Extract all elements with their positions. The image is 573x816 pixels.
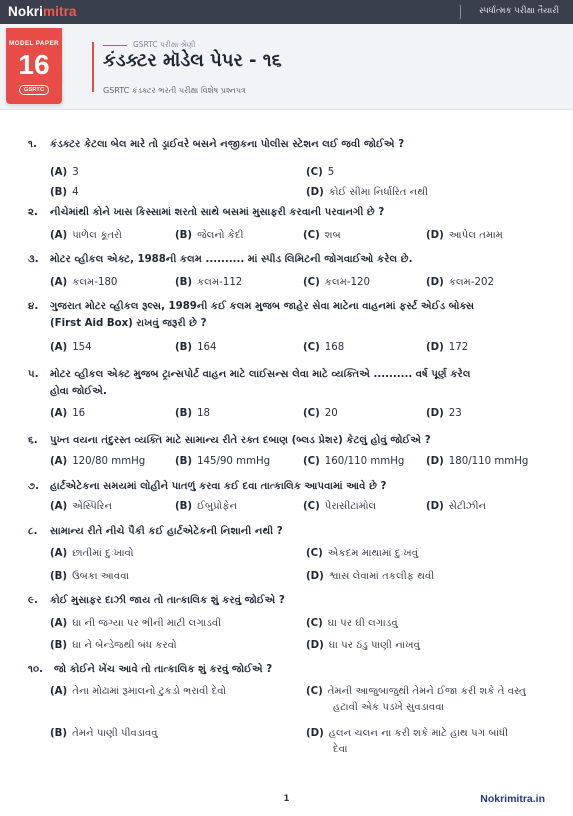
option-key: (D) <box>426 342 444 353</box>
option-key: (C) <box>303 408 320 419</box>
question-text: ગુજરાત મોટર વ્હીકલ રૂલ્સ, 1989ની કઈ કલમ મુજબ જાહેર સેવા માટેના વાહનમાં ફર્સ્ટ એઈડ બોક્સ <box>50 301 475 312</box>
question-number: ૧. <box>28 139 37 150</box>
option-text: ઉબકા આવવા <box>72 571 130 582</box>
option-1-c <box>306 165 334 181</box>
question-number: ૨. <box>28 207 38 218</box>
option-text: ઘા પર ઘી લગાડવું <box>327 618 398 629</box>
option-key: (A) <box>50 618 68 629</box>
option-key: (C) <box>306 167 323 178</box>
option-text: 168 <box>324 342 345 353</box>
option-2-d <box>426 228 503 244</box>
option-key: (D) <box>426 277 444 288</box>
option-key: (A) <box>50 342 68 353</box>
question-text: હોવા જોઈએ. <box>50 386 107 397</box>
option-text: 5 <box>327 167 335 178</box>
brand-name-accent: mitra <box>43 4 77 19</box>
option-9-a <box>50 616 221 632</box>
option-text: 160/110 mmHg <box>324 456 405 467</box>
option-text: આપેલ તમામ <box>448 230 503 241</box>
paper-header <box>0 24 573 110</box>
question-text: મોટર વ્હીકલ એક્ટ મુજબ ટ્રાન્સપોર્ટ વાહન માટે લાઈસન્સ લેવા માટે વ્યક્તિએ .......... વર્ષ પૂર્ણ કરેલ <box>50 369 471 380</box>
series-underline <box>103 45 127 46</box>
option-2-a <box>50 228 122 244</box>
option-key: (B) <box>175 342 193 353</box>
question-4 <box>28 298 474 332</box>
question-3 <box>28 251 413 268</box>
option-key: (C) <box>303 230 320 241</box>
top-bar <box>0 0 573 24</box>
option-key: (C) <box>303 342 320 353</box>
question-number: ૧૦. <box>28 664 43 675</box>
option-7-a <box>50 499 112 515</box>
option-10-a <box>50 684 226 700</box>
option-key: (A) <box>50 456 68 467</box>
option-key: (D) <box>426 456 444 467</box>
option-10-b <box>50 726 158 742</box>
option-key: (B) <box>175 456 193 467</box>
option-10-d <box>306 726 508 757</box>
option-key: (D) <box>426 408 444 419</box>
option-text: ઘા ને બેન્ડેજથી બંધ કરવો <box>72 640 177 651</box>
option-key: (A) <box>50 548 68 559</box>
option-10-c <box>306 684 526 715</box>
question-7 <box>28 478 386 495</box>
series-label: GSRTC પરીક્ષા શ્રેણી <box>133 40 196 49</box>
question-8 <box>28 523 283 540</box>
option-text: 180/110 mmHg <box>448 456 529 467</box>
tagline: સ્પર્ધાત્મક પરીક્ષા તૈયારી <box>479 6 559 16</box>
question-text: કોઈ મુસાફર દાઝી જાય તો તાત્કાલિક શું કરવું જોઈએ ? <box>50 595 285 606</box>
option-text: ઈબુપ્રોફેન <box>197 501 238 512</box>
option-text: 20 <box>324 408 338 419</box>
question-9 <box>28 592 285 609</box>
model-paper-badge <box>6 28 62 104</box>
option-key: (B) <box>50 187 68 198</box>
option-key: (B) <box>50 571 68 582</box>
option-text: છાતીમાં દુઃખાવો <box>72 548 134 559</box>
option-text: હટાવી એક પડખે સુવડાવવા <box>333 701 445 713</box>
option-4-a <box>50 340 92 356</box>
option-text: ઘા ની જગ્યા પર ભીની માટી લગાડવી <box>72 618 222 629</box>
question-text: જો કોઈને ખેંચ આવે તો તાત્કાલિક શું કરવું જોઈએ ? <box>54 664 273 675</box>
badge-number: 16 <box>18 49 50 80</box>
option-9-d <box>306 638 420 654</box>
option-6-d <box>426 454 528 470</box>
option-text: 164 <box>197 342 217 353</box>
option-key: (D) <box>306 728 324 739</box>
page-title: કંડક્ટર મૉડેલ પેપર - ૧૬ <box>103 50 282 71</box>
option-5-b <box>175 406 210 422</box>
option-key: (C) <box>303 277 320 288</box>
option-4-c <box>303 340 344 356</box>
option-text: 23 <box>448 408 462 419</box>
question-number: ૪. <box>28 301 39 312</box>
question-10 <box>28 661 272 678</box>
option-key: (A) <box>50 167 68 178</box>
option-7-c <box>303 499 376 515</box>
option-text: 16 <box>72 408 86 419</box>
option-key: (B) <box>175 501 193 512</box>
option-key: (B) <box>175 230 193 241</box>
option-6-a <box>50 454 145 470</box>
question-number: ૬. <box>28 435 38 446</box>
option-text: 4 <box>72 187 79 198</box>
question-6 <box>28 432 431 449</box>
brand-name-primary: Nokri <box>8 4 44 19</box>
option-key: (A) <box>50 501 68 512</box>
option-1-d <box>306 185 428 201</box>
option-key: (C) <box>306 548 323 559</box>
option-text: 145/90 mmHg <box>197 456 271 467</box>
page-number: 1 <box>283 794 290 804</box>
option-key: (A) <box>50 408 68 419</box>
option-3-b <box>175 275 242 291</box>
question-2 <box>28 204 384 221</box>
footer-website: Nokrimitra.in <box>480 793 545 805</box>
option-text: દેવા <box>333 743 348 755</box>
option-key: (A) <box>50 230 68 241</box>
option-1-a <box>50 165 79 181</box>
option-text: 172 <box>448 342 469 353</box>
option-8-c <box>306 546 418 562</box>
option-key: (D) <box>426 230 444 241</box>
option-key: (A) <box>50 277 68 288</box>
option-key: (D) <box>306 187 324 198</box>
option-2-c <box>303 228 341 244</box>
brand-logo <box>8 4 77 19</box>
option-key: (D) <box>306 571 324 582</box>
header-accent-line <box>92 42 94 92</box>
question-number: ૫. <box>28 369 39 380</box>
page-subtitle: GSRTC કંડક્ટર ભરતી પરીક્ષા વિશેષ પ્રશ્નપત્ર <box>103 86 246 95</box>
option-8-d <box>306 569 434 585</box>
question-text: (First Aid Box) રાખવું જરૂરી છે ? <box>50 318 207 329</box>
option-text: 3 <box>72 167 79 178</box>
option-text: કલમ-202 <box>448 277 494 288</box>
option-key: (D) <box>426 501 444 512</box>
option-1-b <box>50 185 79 201</box>
option-text: શ્વાસ લેવામાં તકલીફ થવી <box>328 571 435 582</box>
question-text: મોટર વ્હીકલ એક્ટ, 1988ની કલમ .......... માં સ્પીડ લિમિટની જોગવાઈઓ કરેલ છે. <box>50 254 413 265</box>
option-text: ઘા પર ઠંડુ પાણી નાખવું <box>328 640 420 651</box>
badge-label: MODEL PAPER <box>9 40 59 47</box>
option-9-c <box>306 616 398 632</box>
option-text: એકદમ માથામાં દુઃખવું <box>327 548 419 559</box>
option-key: (C) <box>306 618 323 629</box>
question-number: ૯. <box>28 595 38 606</box>
question-text: નીચેમાંથી કોને ખાસ કિસ્સામાં શરતો સાથે બસમાં મુસાફરી કરવાની પરવાનગી છે ? <box>50 207 385 218</box>
question-5 <box>28 366 471 400</box>
option-key: (B) <box>175 277 193 288</box>
option-text: શબ <box>324 230 341 241</box>
option-key: (D) <box>306 640 324 651</box>
option-4-d <box>426 340 468 356</box>
option-text: એસ્પિરિન <box>72 501 113 512</box>
option-text: હલન ચલન ના કરી શકે માટે હાથ પગ બાંધી <box>328 728 509 739</box>
option-text: પેરાસીટામોલ <box>324 501 377 512</box>
topbar-divider <box>460 5 461 19</box>
option-5-d <box>426 406 462 422</box>
option-text: સેટીઝીન <box>448 501 487 512</box>
question-1 <box>28 136 404 153</box>
option-text: કોઈ સીમા નિર્ધારિત નથી <box>328 187 429 198</box>
option-key: (C) <box>303 501 320 512</box>
option-8-a <box>50 546 134 562</box>
option-text: તેમને પાણી પીવડાવવું <box>72 728 158 739</box>
option-text: કલમ-112 <box>197 277 243 288</box>
option-8-b <box>50 569 129 585</box>
question-number: ૮. <box>28 526 38 537</box>
question-number: ૩. <box>28 254 39 265</box>
option-4-b <box>175 340 217 356</box>
option-key: (C) <box>306 686 323 697</box>
option-5-c <box>303 406 338 422</box>
option-3-c <box>303 275 370 291</box>
question-number: ૭. <box>28 481 39 492</box>
option-key: (B) <box>175 408 193 419</box>
option-3-a <box>50 275 117 291</box>
option-text: 154 <box>72 342 92 353</box>
option-3-d <box>426 275 494 291</box>
question-text: કંડક્ટર કેટલા બેલ મારે તો ડ્રાઈવરે બસને નજીકના પોલીસ સ્ટેશન લઈ જવી જોઈએ ? <box>50 139 405 150</box>
option-9-b <box>50 638 177 654</box>
question-text: પુખ્ત વયના તંદુરસ્ત વ્યક્તિ માટે સામાન્ય રીતે રક્ત દબાણ (બ્લડ પ્રેશર) કેટલું હોવું જોઈએ ? <box>50 435 431 446</box>
option-7-b <box>175 499 237 515</box>
option-text: જેલનો કેદી <box>197 230 244 241</box>
option-7-d <box>426 499 486 515</box>
question-text: હાર્ટએટેકના સમયમાં લોહીને પાતળું કરવા કઈ દવા તાત્કાલિક આપવામાં આવે છે ? <box>50 481 387 492</box>
option-key: (A) <box>50 686 68 697</box>
option-text: તેમની આજુબાજુથી તેમને ઈજા કરી શકે તે વસ્તુ <box>327 686 526 697</box>
option-key: (B) <box>50 728 68 739</box>
option-text: કલમ-120 <box>324 277 371 288</box>
option-key: (B) <box>50 640 68 651</box>
option-5-a <box>50 406 85 422</box>
question-text: સામાન્ય રીતે નીચે પૈકી કઈ હાર્ટએટેકની નિશાની નથી ? <box>50 526 283 537</box>
option-text: તેના મોઢામાં રૂમાલનો ટુકડો ભરાવી દેવો <box>72 686 227 697</box>
option-2-b <box>175 228 244 244</box>
badge-org: GSRTC <box>19 85 49 95</box>
option-key: (C) <box>303 456 320 467</box>
option-text: 18 <box>197 408 211 419</box>
option-text: 120/80 mmHg <box>72 456 146 467</box>
option-text: પાળેલ કૂતરો <box>72 230 122 241</box>
option-6-b <box>175 454 270 470</box>
option-text: કલમ-180 <box>72 277 118 288</box>
option-6-c <box>303 454 404 470</box>
